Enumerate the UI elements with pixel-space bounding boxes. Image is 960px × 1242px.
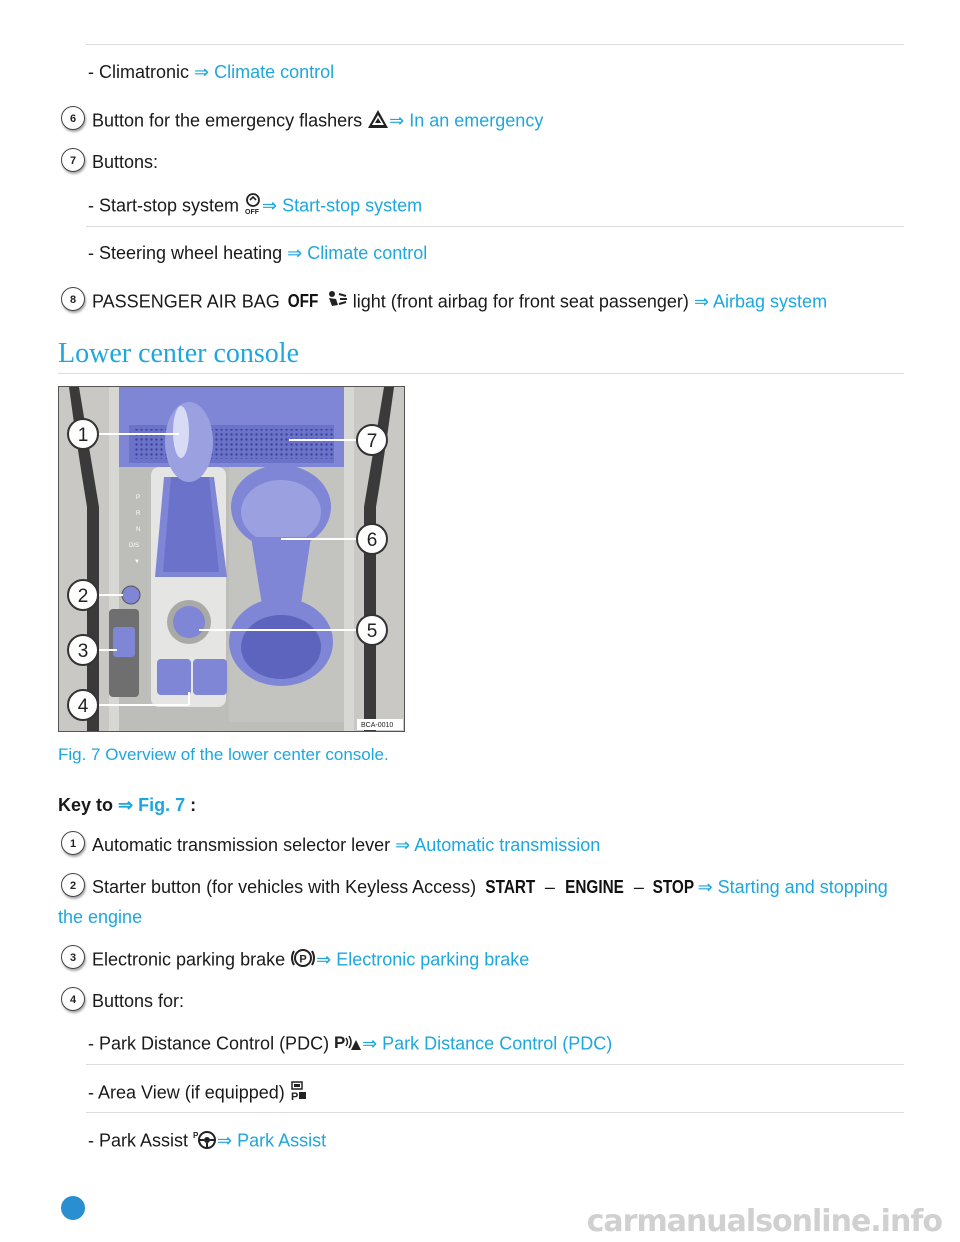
automatic-transmission-link[interactable]: ⇒ Automatic transmission <box>395 835 601 855</box>
callout-2 <box>68 580 98 610</box>
park-assist-line <box>88 1129 326 1154</box>
section-title: Lower center console <box>58 338 299 369</box>
callout-label: 2 <box>77 586 89 607</box>
console-illustration <box>59 387 404 731</box>
start-stop-link[interactable]: ⇒ Start-stop system <box>262 195 423 216</box>
svg-text:P: P <box>193 1131 199 1140</box>
figure-caption: Fig. 7 Overview of the lower center console. <box>58 745 389 764</box>
steering-heating-text: - Steering wheel heating <box>88 243 288 263</box>
divider <box>86 44 904 45</box>
starting-stopping-link[interactable]: ⇒ Starting and stopping <box>697 877 888 897</box>
partial-badge <box>61 1196 85 1220</box>
callout-label: 1 <box>77 425 89 446</box>
pdc-link[interactable]: ⇒ Park Distance Control (PDC) <box>362 1033 613 1054</box>
svg-text:P: P <box>334 1033 346 1052</box>
item2-line <box>92 876 888 898</box>
callout-1 <box>68 419 98 449</box>
item8-text-a: PASSENGER AIR BAG <box>92 291 285 312</box>
pdc-text: - Park Distance Control (PDC) <box>88 1033 335 1054</box>
gear-label-r: R <box>136 511 141 517</box>
area-view-line <box>88 1081 308 1106</box>
item-number-badge: 1 <box>61 831 85 855</box>
area-view-text: - Area View (if equipped) <box>88 1082 290 1103</box>
item-number-badge: 6 <box>61 106 85 130</box>
callout-label: 4 <box>77 696 89 717</box>
callout-7 <box>357 425 387 455</box>
gear-label-p: P <box>136 495 141 501</box>
area-view-icon <box>290 1081 308 1106</box>
item1-line <box>92 834 600 856</box>
item7-text: Buttons: <box>92 152 159 172</box>
engine-keyword: ENGINE <box>565 877 624 897</box>
item2-continued <box>58 906 142 928</box>
item8-line <box>92 290 827 315</box>
item6-text: Button for the emergency flashers <box>92 110 368 131</box>
callout-6 <box>357 524 387 554</box>
callout-4 <box>68 690 98 720</box>
item2-text: Starter button (for vehicles with Keyless Access) <box>92 877 482 897</box>
passenger-airbag-icon <box>326 290 348 315</box>
gear-label-ds: D/S <box>129 543 140 549</box>
item4-text: Buttons for: <box>92 991 185 1011</box>
dash: – <box>628 877 649 897</box>
stop-keyword: STOP <box>652 877 694 897</box>
start-stop-text: - Start-stop system <box>88 195 245 216</box>
callout-3 <box>68 635 98 665</box>
climatronic-line <box>88 61 334 83</box>
electronic-parking-brake-link[interactable]: ⇒ Electronic parking brake <box>316 949 530 970</box>
key-colon: : <box>185 795 197 815</box>
key-line <box>58 794 196 816</box>
gear-label-n: N <box>136 527 141 533</box>
callout-5 <box>357 615 387 645</box>
climate-control-link[interactable]: ⇒ Climate control <box>194 62 335 82</box>
item-number-badge: 7 <box>61 148 85 172</box>
divider <box>86 226 904 227</box>
hazard-warning-icon <box>367 109 389 134</box>
divider <box>86 1064 904 1065</box>
airbag-system-link[interactable]: ⇒ Airbag system <box>693 291 828 312</box>
svg-text:P: P <box>299 953 307 966</box>
start-stop-off-icon <box>244 193 262 220</box>
svg-text:P: P <box>290 1091 299 1101</box>
pdc-line <box>88 1032 612 1057</box>
watermark: carmanualsonline.info <box>586 1204 942 1239</box>
callout-label: 5 <box>366 621 378 642</box>
item8-text-b: light (front airbag for front seat passenger) <box>347 291 694 312</box>
steering-heating-line <box>88 242 427 264</box>
divider <box>86 1112 904 1113</box>
svg-text:OFF: OFF <box>245 209 260 215</box>
item1-text: Automatic transmission selector lever <box>92 835 396 855</box>
center-console-figure <box>58 386 405 732</box>
item3-line <box>92 948 529 973</box>
item6-line <box>92 109 543 134</box>
callout-label: 7 <box>366 431 378 452</box>
callout-label: 6 <box>366 530 378 551</box>
gear-label-down: ▼ <box>134 559 140 565</box>
item-number-badge: 4 <box>61 987 85 1011</box>
park-assist-link[interactable]: ⇒ Park Assist <box>217 1130 327 1151</box>
figure-code: BCA-0010 <box>361 722 394 729</box>
parking-brake-icon <box>290 948 316 973</box>
park-assist-text: - Park Assist <box>88 1130 194 1151</box>
park-distance-control-icon <box>334 1032 362 1057</box>
start-stop-line <box>88 193 422 220</box>
off-label: OFF <box>287 291 319 312</box>
section-divider <box>58 373 904 374</box>
fig-7-link[interactable]: ⇒ Fig. 7 <box>118 795 186 815</box>
key-label: Key to <box>58 795 119 815</box>
item3-text: Electronic parking brake <box>92 949 291 970</box>
start-keyword: START <box>485 877 536 897</box>
callout-label: 3 <box>77 641 89 662</box>
in-an-emergency-link[interactable]: ⇒ In an emergency <box>389 110 544 131</box>
park-assist-icon <box>193 1129 217 1154</box>
climatronic-text: - Climatronic <box>88 62 195 82</box>
item-number-badge: 2 <box>61 873 85 897</box>
item-number-badge: 3 <box>61 945 85 969</box>
dash: – <box>539 877 560 897</box>
item-number-badge: 8 <box>61 287 85 311</box>
starting-stopping-link-cont[interactable]: the engine <box>58 907 143 927</box>
climate-control-link[interactable]: ⇒ Climate control <box>287 243 428 263</box>
